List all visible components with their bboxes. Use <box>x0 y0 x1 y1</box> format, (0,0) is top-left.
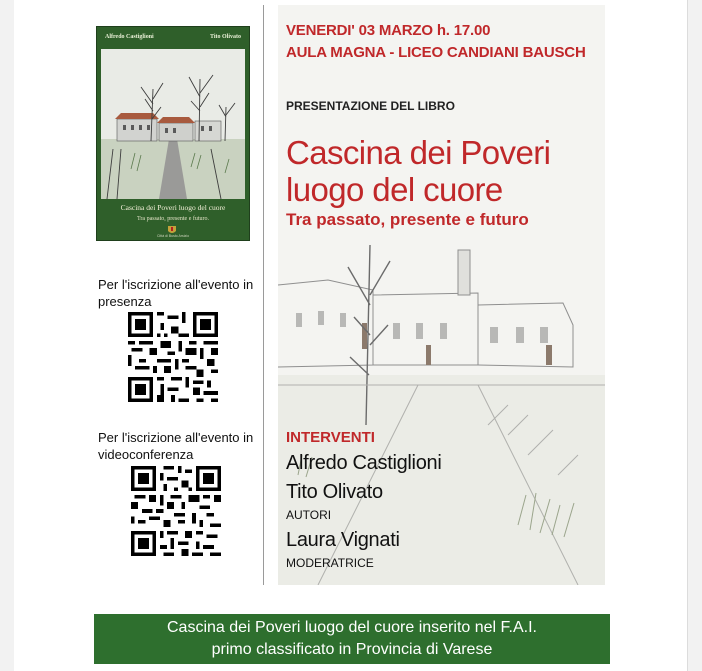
video-registration-label: Per l'iscrizione all'evento in videoconferenza <box>98 430 254 462</box>
in-person-registration-label: Per l'iscrizione all'evento in presenza <box>98 277 254 309</box>
cover-author-left: Alfredo Castiglioni <box>105 34 154 40</box>
cover-author-right: Tito Olivato <box>209 34 241 40</box>
presentation-label: PRESENTAZIONE DEL LIBRO <box>286 99 455 113</box>
speaker-role: MODERATRICE <box>286 556 374 570</box>
banner-line2: primo classificato in Provincia di Varese <box>211 641 493 658</box>
speaker-name: Tito Olivato <box>286 481 383 503</box>
column-divider <box>263 5 264 585</box>
cover-illustration <box>101 49 245 199</box>
cover-city: Città di Busto Arsizio <box>156 234 190 238</box>
banner-line1: Cascina dei Poveri luogo del cuore inserito nel F.A.I. <box>167 619 537 636</box>
speaker-name: Laura Vignati <box>286 529 400 551</box>
cover-authors <box>105 34 241 40</box>
right-margin <box>687 0 702 671</box>
cover-subtitle: Tra passato, presente e futuro. <box>136 216 210 222</box>
event-date: VENERDI' 03 MARZO h. 17.00 <box>286 22 491 39</box>
interventi-label: INTERVENTI <box>286 429 375 446</box>
event-poster <box>278 5 605 585</box>
cover-title: Cascina dei Poveri luogo del cuore <box>120 203 226 212</box>
speaker-role: AUTORI <box>286 508 332 522</box>
event-venue: AULA MAGNA - LICEO CANDIANI BAUSCH <box>286 44 586 61</box>
qr-code-icon[interactable] <box>131 466 221 556</box>
speaker-name: Alfredo Castiglioni <box>286 452 442 474</box>
qr-code-icon[interactable] <box>128 312 218 402</box>
left-margin <box>0 0 14 671</box>
book-cover <box>96 26 250 241</box>
poster-title-line2: luogo del cuore <box>286 171 503 208</box>
fai-banner <box>94 614 610 664</box>
poster-title-line1: Cascina dei Poveri <box>286 134 551 171</box>
poster-subtitle: Tra passato, presente e futuro <box>286 210 529 229</box>
